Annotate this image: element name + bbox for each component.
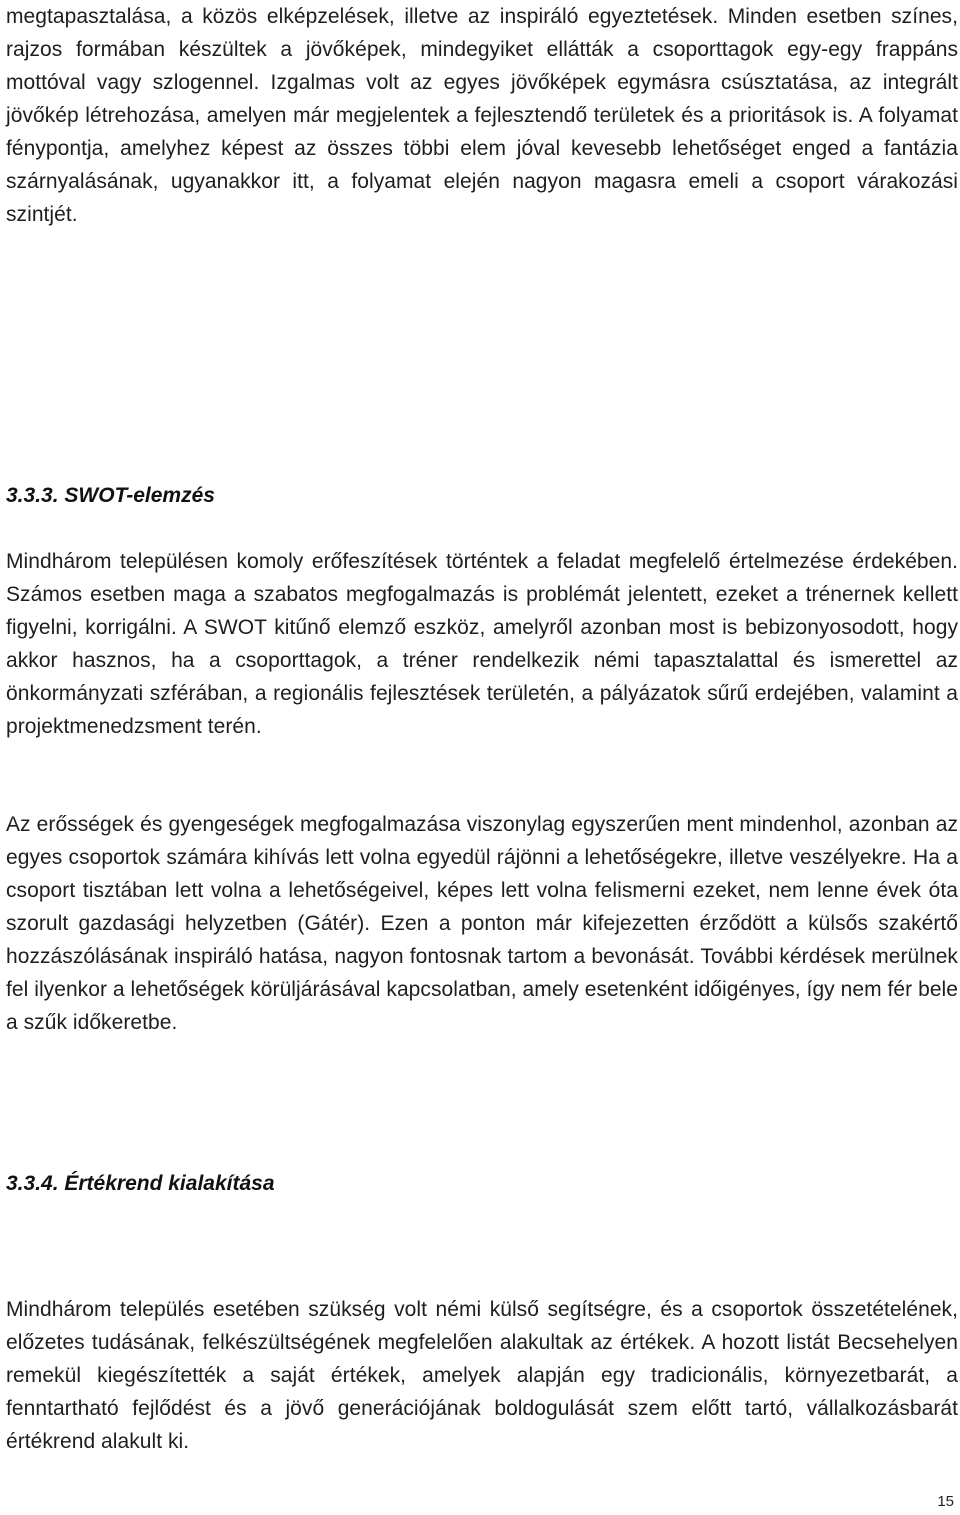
- page-number: 15: [937, 1493, 954, 1510]
- heading-values: 3.3.4. Értékrend kialakítása: [6, 1172, 275, 1195]
- paragraph-swot-1: Mindhárom településen komoly erőfeszítések történtek a feladat megfelelő értelmezése érdekében. Számos esetben maga a szabatos megfogalmazás is problémát jelentett, ezeket a trénernek kellett figyelni, korrigálni. A SWOT kitűnő elemző eszköz, amelyről azonban most is bebizonyosodott, hogy akkor hasznos, ha a csoporttagok, a tréner rendelkezik némi tapasztalattal és ismerettel az önkormányzati szférában, a regionális fejlesztések területén, a pályázatok sűrű erdejében, valamint a projektmenedzsment terén.: [6, 550, 958, 738]
- paragraph-swot-2: Az erősségek és gyengeségek megfogalmazása viszonylag egyszerűen ment mindenhol, azonban az egyes csoportok számára kihívás lett volna egyedül rájönni a lehetőségekre, illetve veszélyekre. Ha a csoport tisztában lett volna a lehetőségeivel, képes lett volna felismerni ezeket, nem lenne évek óta szorult gazdasági helyzetben (Gátér). Ezen a ponton már kifejezetten érződött a külsős szakértő hozzászólásának inspiráló hatása, nagyon fontosnak tartom a bevonását. További kérdések merülnek fel ilyenkor a lehetőségek körüljárásával kapcsolatban, amely esetenként időigényes, így nem fér bele a szűk időkeretbe.: [6, 813, 958, 1034]
- heading-swot: 3.3.3. SWOT-elemzés: [6, 484, 215, 507]
- paragraph-values-1: Mindhárom település esetében szükség volt némi külső segítségre, és a csoportok összetételének, előzetes tudásának, felkészültségének megfelelően alakultak az értékek. A hozott listát Becsehelyen remekül kiegészítették a saját értékek, amelyek alapján egy tradicionális, környezetbarát, a fenntartható fejlődést és a jövő generációjának boldogulását szem előtt tartó, vállalkozásbarát értékrend alakult ki.: [6, 1298, 958, 1453]
- paragraph-intro: megtapasztalása, a közös elképzelések, illetve az inspiráló egyeztetések. Minden esetben színes, rajzos formában készültek a jövőképek, mindegyiket ellátták a csoporttagok egy-egy frappáns mottóval vagy szlogennel. Izgalmas volt az egyes jövőképek egymásra csúsztatása, az integrált jövőkép létrehozása, amelyen már megjelentek a fejlesztendő területek és a prioritások is. A folyamat fénypontja, amelyhez képest az összes többi elem jóval kevesebb lehetőséget enged a fantázia szárnyalásának, ugyanakkor itt, a folyamat elején nagyon magasra emeli a csoport várakozási szintjét.: [6, 5, 958, 226]
